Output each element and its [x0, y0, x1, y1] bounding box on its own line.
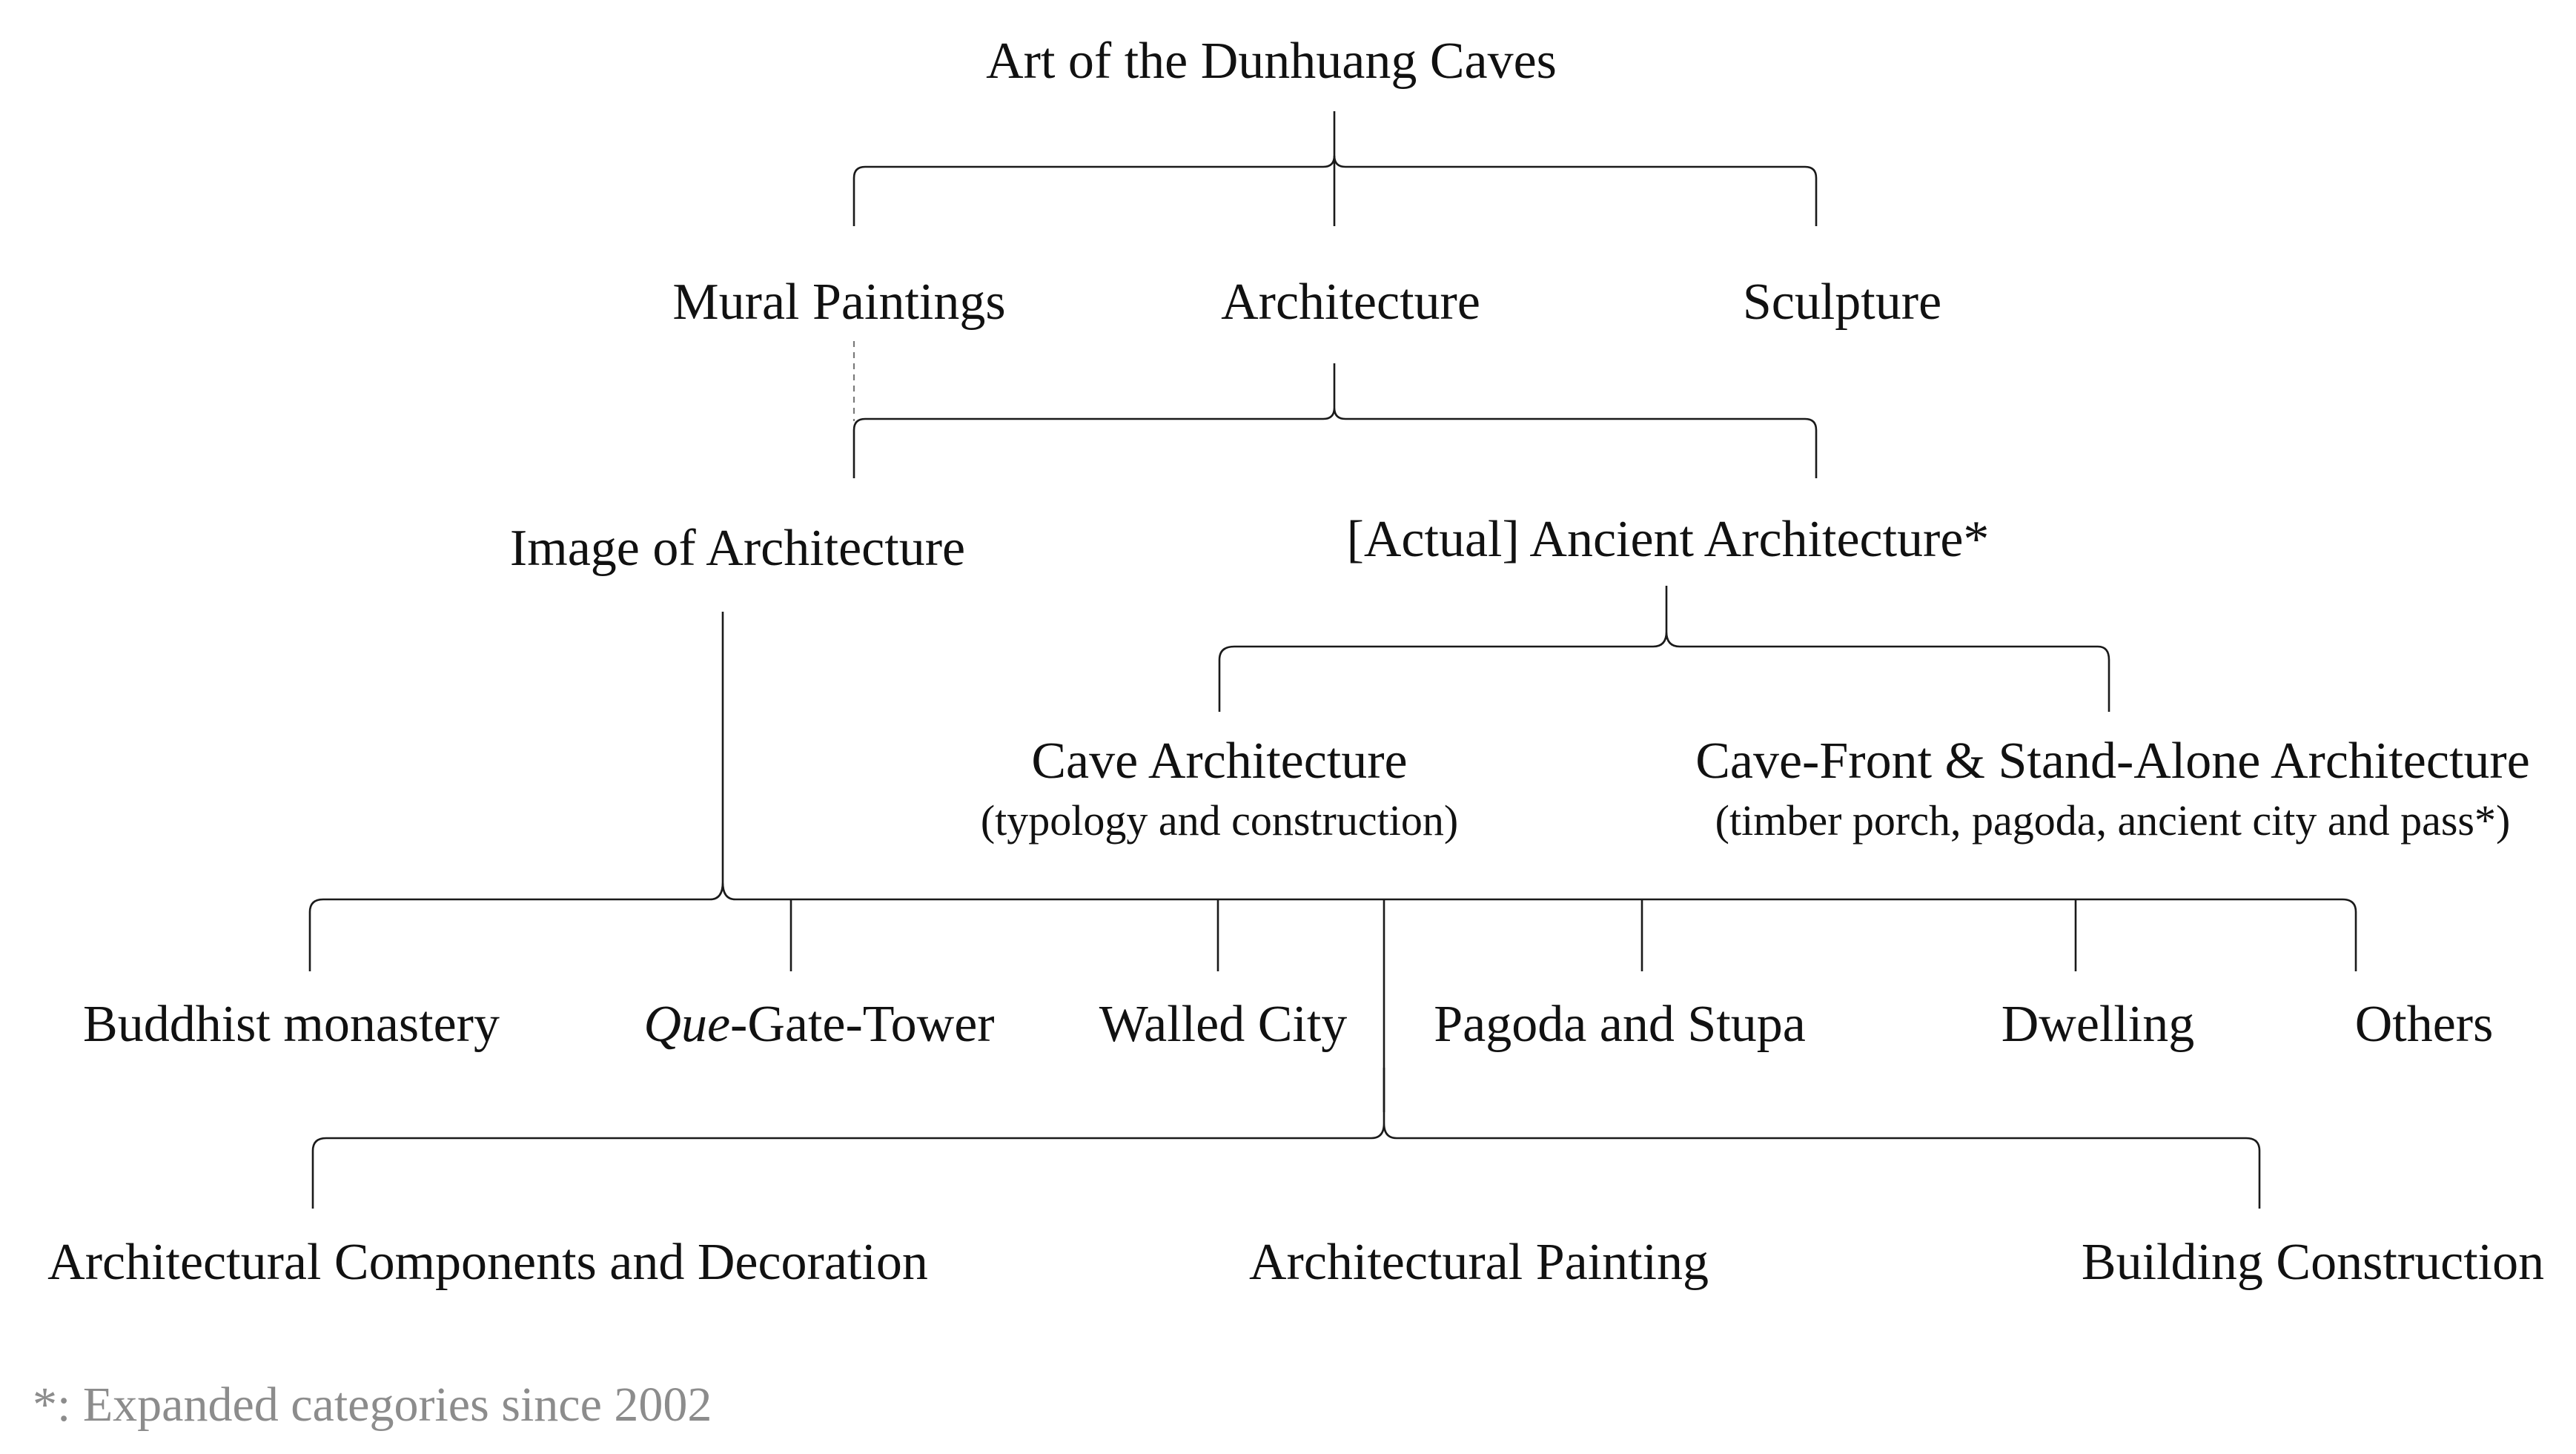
root-node: Art of the Dunhuang Caves	[986, 33, 1557, 90]
node-image-of-architecture: Image of Architecture	[509, 520, 966, 577]
node-dwelling: Dwelling	[2001, 996, 2195, 1053]
que-italic-text: Que	[643, 996, 731, 1053]
node-que-gate-tower	[643, 996, 995, 1053]
ancient-bracket	[1219, 586, 2109, 712]
node-architecture: Architecture	[1221, 274, 1480, 331]
node-building-construction: Building Construction	[2081, 1234, 2545, 1291]
cave-front-subtitle: (timber porch, pagoda, ancient city and pass*)	[1715, 796, 2511, 845]
node-cave-architecture	[981, 729, 1458, 847]
node-walled-city: Walled City	[1099, 996, 1348, 1053]
bottom-bracket	[313, 1068, 2259, 1209]
node-architectural-painting: Architectural Painting	[1248, 1234, 1709, 1291]
node-buddhist-monastery: Buddhist monastery	[83, 996, 500, 1053]
footnote: *: Expanded categories since 2002	[33, 1378, 712, 1432]
node-cave-front-architecture	[1695, 729, 2530, 847]
node-mural-paintings: Mural Paintings	[672, 274, 1006, 331]
cave-architecture-title: Cave Architecture	[1031, 733, 1408, 790]
node-sculpture: Sculpture	[1742, 274, 1942, 331]
cave-architecture-subtitle: (typology and construction)	[980, 796, 1459, 845]
node-architectural-components: Architectural Components and Decoration	[47, 1234, 928, 1291]
architecture-bracket	[854, 363, 1816, 478]
node-pagoda-and-stupa: Pagoda and Stupa	[1434, 996, 1806, 1053]
que-rest-text: -Gate-Tower	[730, 996, 995, 1053]
image-children-bracket	[310, 864, 2356, 971]
node-ancient-architecture: [Actual] Ancient Architecture*	[1346, 511, 1990, 568]
node-others: Others	[2354, 996, 2494, 1053]
cave-front-title: Cave-Front & Stand-Alone Architecture	[1695, 733, 2530, 790]
